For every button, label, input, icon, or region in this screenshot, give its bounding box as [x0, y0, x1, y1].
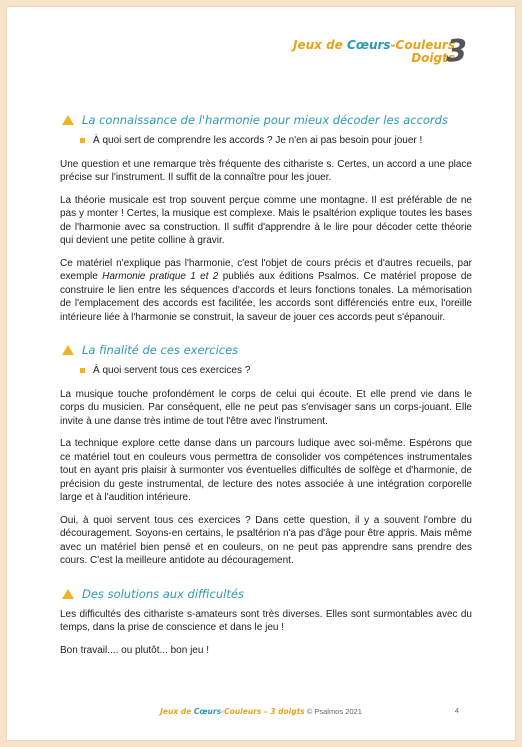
book-title: Harmonie pratique 1 et 2 [102, 271, 219, 282]
section-heading [60, 113, 472, 128]
warning-triangle-icon [62, 115, 74, 125]
footer-copyright: © Psalmos 2021 [304, 707, 362, 716]
header-text-dash: - [390, 38, 396, 52]
paragraph: La théorie musicale est trop souvent perçue comme une montagne. Il est préférable de ne pas y monter ! Certes, la musique est complexe. Mais le psaltérion explique toutes les bases de l'harmonie avec sa construction. Il suffit d'apprendre à le lire pour décoder cette théorie qui devient une petite colline à gravir. [60, 194, 472, 246]
bullet-question [60, 364, 472, 378]
footer-text-couleurs: -Couleurs – 3 doigts [221, 707, 305, 716]
paragraph-text: publiés aux éditions Psalmos. Ce matériel propose de construire le lien entre les séquences d'accords et leurs fonctions tonales. La mémorisation de l'emplacement des accords est facilitée, les accords sont différenciés entre eux, l'oreille intérieure liée à l'harmonie se construit, la saveur de jouer ces accords peut s'épanouir. [60, 271, 472, 323]
section-heading [60, 343, 472, 358]
paragraph [60, 257, 472, 325]
warning-triangle-icon [62, 589, 74, 599]
paragraph: Oui, à quoi servent tous ces exercices ? Dans cette question, il y a souvent l'ombre du découragement. Soyons-en certains, le psaltérion n'a pas d'âge pour être appris. Mais même avec un matériel bien pensé et en couleurs, on ne peut pas apprendre sans prendre des cours. C'est la meilleure antidote au découragement. [60, 514, 472, 566]
bullet-text: À quoi servent tous ces exercices ? [93, 365, 251, 376]
footer-text-coeurs: Cœurs [193, 707, 222, 716]
main-content [60, 113, 472, 666]
header-text-couleurs: Couleurs [395, 38, 455, 52]
square-bullet-icon [80, 368, 85, 373]
paragraph: La musique touche profondément le corps de celui qui écoute. Et elle prend vie dans le corps du musicien. Par conséquent, elle ne peut pas s'envisager sans un corps-jouant. Elle invite à une danse très intime de tout l'être avec l'instrument. [60, 388, 472, 427]
section-title: La finalité de ces exercices [82, 343, 239, 357]
section-heading [60, 587, 472, 602]
page-header [293, 39, 455, 65]
bullet-question [60, 134, 472, 148]
paragraph: Une question et une remarque très fréquente des cithariste s. Certes, un accord a une place précise sur l'instrument. Il suffit de la connaître pour les jouer. [60, 158, 472, 183]
section-title: La connaissance de l'harmonie pour mieux décoder les accords [82, 113, 448, 127]
document-page [6, 6, 516, 741]
paragraph: Bon travail.... ou plutôt... bon jeu ! [60, 644, 209, 656]
paragraph: Les difficultés des cithariste s-amateurs sont très diverses. Elles sont surmontables avec du temps, dans la prise de conscience et dans le jeu ! [60, 608, 472, 633]
square-bullet-icon [80, 138, 85, 143]
warning-triangle-icon [62, 345, 74, 355]
header-text-jeux-de: Jeux de [293, 38, 348, 52]
page-footer [7, 707, 515, 717]
header-text-coeurs: Cœurs [347, 38, 391, 52]
section-title: Des solutions aux difficultés [82, 586, 244, 601]
footer-text-jeux-de: Jeux de [160, 707, 194, 716]
paragraph: La technique explore cette danse dans un parcours ludique avec soi-même. Espérons que ce matériel tout en couleurs vous permettra de consolider vos compétences instrumentales tout en ayant pris plaisir à surmonter vos éventuelles difficultés de solfège et d'harmonie, de précision du geste instrumental, de lecture des notes associée à une intégration corporelle large et à l'audition intérieure. [60, 438, 472, 503]
header-number: 3 [446, 34, 467, 69]
page-number: 4 [454, 706, 459, 715]
header-line-2: Doigts [411, 51, 455, 65]
bullet-text: À quoi sert de comprendre les accords ? Je n'en ai pas besoin pour jouer ! [93, 135, 423, 146]
paragraph-text: Ce matériel n'explique pas l'harmonie, c'est l'objet de cours précis et d'autres recueils, par exemple [60, 257, 472, 282]
